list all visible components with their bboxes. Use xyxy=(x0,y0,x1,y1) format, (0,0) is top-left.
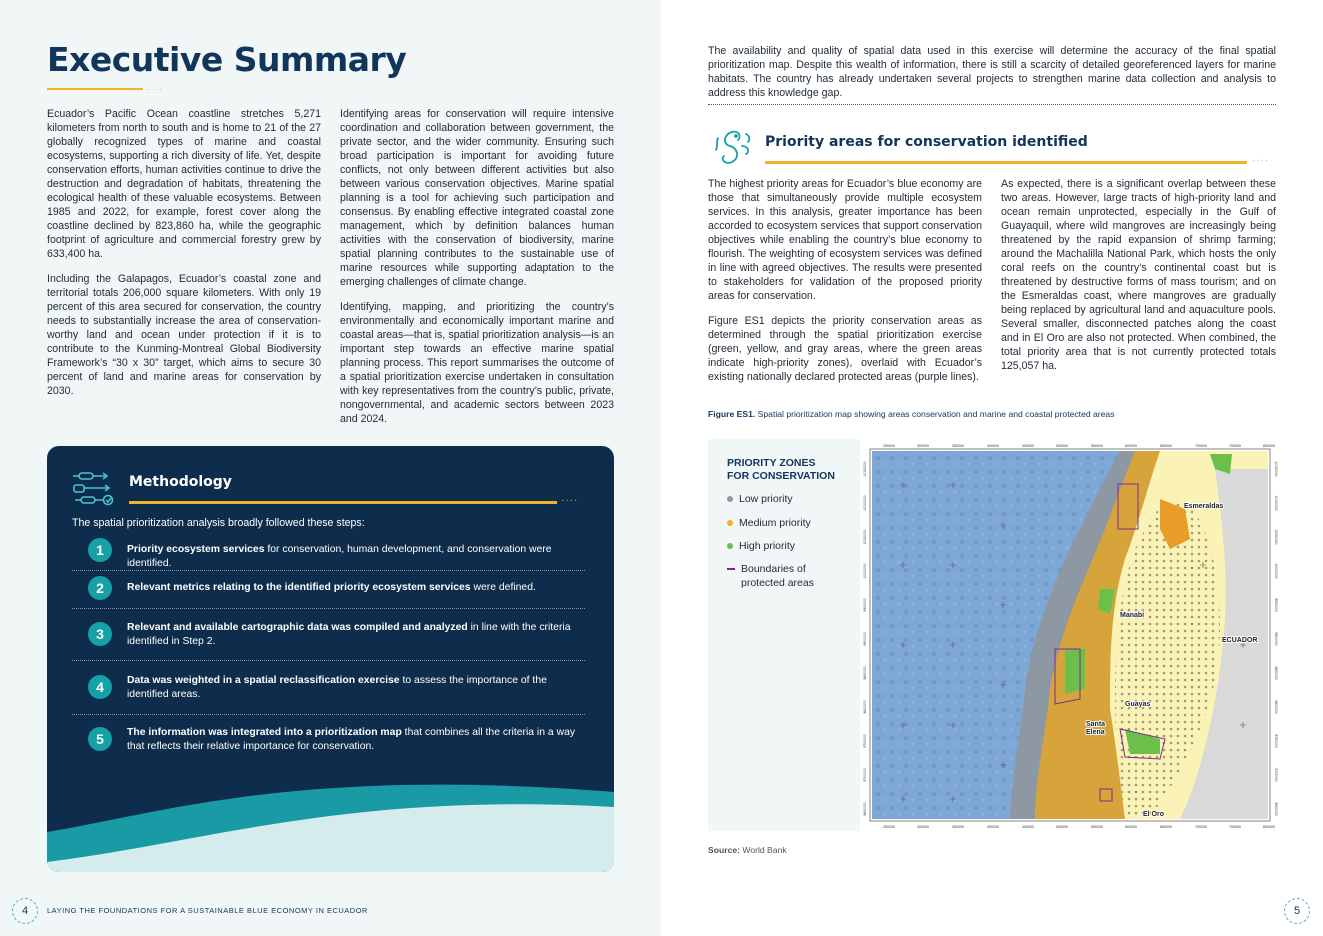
page-title: Executive Summary xyxy=(47,40,407,79)
paragraph: Figure ES1 depicts the priority conservation areas as determined through the spatial prioritization exercise (green, yellow, and gray areas, where the green areas indicate high-priority zones), overlaid with Ecuador’s existing nationally declared protected areas (purple lines). xyxy=(708,315,982,383)
page-number: 4 xyxy=(12,898,38,924)
legend-item-high xyxy=(727,539,795,553)
y-tick: 10100000 xyxy=(1274,495,1278,511)
paragraph: The highest priority areas for Ecuador’s blue economy are those that simultaneously provide multiple ecosystem services. In this analysis, greater importance has been accorded to ecosystem services that support conservation objectives while enabling the country’s blue economy to flourish. The weighting of ecosystem services was defined in line with agreed objectives. The results were presented to stakeholders for validation of the proposed priority areas for conservation. xyxy=(708,178,982,302)
x-tick: 600000 xyxy=(1125,444,1137,448)
y-tick: 10000000 xyxy=(1274,563,1278,579)
step-text xyxy=(127,674,585,701)
x-tick: 500000 xyxy=(1056,825,1068,829)
methodology-box xyxy=(47,446,614,872)
paragraph: Identifying, mapping, and prioritizing the country’s environmentally and economically important marine and coastal areas—that is, spatial prioritization analysis—is an important step towards an effective marine spatial planning process. This report summarises the outcome of a spatial prioritization exercise undertaken in consultation with key representatives from the country’s public, private, nongovernmental, and academic sectors between 2023 and 2024. xyxy=(340,301,614,425)
page-number: 5 xyxy=(1284,898,1310,924)
step-number: 2 xyxy=(88,576,112,600)
x-tick: 450000 xyxy=(1022,444,1034,448)
title-underline xyxy=(47,88,143,90)
x-tick: 700000 xyxy=(1195,444,1207,448)
map-legend xyxy=(708,439,860,831)
step-number: 5 xyxy=(88,727,112,751)
y-tick: 10050000 xyxy=(1274,529,1278,545)
y-tick: 9950000 xyxy=(1274,598,1278,612)
y-tick: 9700000 xyxy=(863,768,867,782)
paragraph: Ecuador’s Pacific Ocean coastline stretches 5,271 kilometers from north to south and is home to 21 of the 27 globally recognized types of marine and coastal ecosystems, supporting a rich diversity of life. Yet, despite conservation efforts, human activities continue to drive the destruction and degradation of habitats, threatening the ecological health of these valuable ecosystems. Between 1985 and 2022, for example, forest cover along the coastline declined by 823,860 ha, while the geographic footprint of agriculture and commercial forestry grew by 633,400 ha. xyxy=(47,108,321,260)
x-tick: 400000 xyxy=(987,444,999,448)
x-tick: 750000 xyxy=(1229,825,1241,829)
legend-dot xyxy=(727,543,733,549)
step-number: 1 xyxy=(88,538,112,562)
legend-title xyxy=(727,457,847,483)
section-title: Priority areas for conservation identified xyxy=(765,134,1088,150)
x-tick: 500000 xyxy=(1056,444,1068,448)
legend-item-low xyxy=(727,492,793,506)
methodology-dots: ···· xyxy=(561,495,579,506)
legend-dot xyxy=(727,496,733,502)
legend-title-line: FOR CONSERVATION xyxy=(727,470,835,482)
priority-column-2 xyxy=(1001,177,1276,384)
legend-label: High priority xyxy=(739,540,796,552)
high-priority-patch xyxy=(1065,649,1085,694)
step-number: 4 xyxy=(88,675,112,699)
source-label: Source: xyxy=(708,845,740,855)
x-tick: 700000 xyxy=(1195,825,1207,829)
y-tick: 9750000 xyxy=(1274,734,1278,748)
running-footer: LAYING THE FOUNDATIONS FOR A SUSTAINABLE BLUE ECONOMY IN ECUADOR xyxy=(47,906,368,915)
legend-dot xyxy=(727,520,733,526)
step-rest: were defined. xyxy=(470,582,536,593)
x-tick: 450000 xyxy=(1022,825,1034,829)
step-separator xyxy=(72,570,585,571)
legend-item-medium xyxy=(727,516,811,530)
y-tick: 9900000 xyxy=(1274,632,1278,646)
x-tick: 600000 xyxy=(1125,825,1137,829)
methodology-title: Methodology xyxy=(129,474,232,490)
wave-decoration xyxy=(47,772,614,872)
figure-source xyxy=(708,845,787,855)
step-bold: Relevant metrics relating to the identified priority ecosystem services xyxy=(127,582,471,593)
step-separator xyxy=(72,660,585,661)
x-tick: 800000 xyxy=(1263,444,1275,448)
x-tick: 550000 xyxy=(1091,825,1103,829)
step-bold: The information was integrated into a prioritization map xyxy=(127,727,402,738)
step-number: 3 xyxy=(88,622,112,646)
y-tick: 9850000 xyxy=(1274,666,1278,680)
country-label: ECUADOR xyxy=(1222,637,1258,644)
y-tick: 9650000 xyxy=(863,802,867,816)
y-tick: 9700000 xyxy=(1274,768,1278,782)
region-label-guayas: Guayas xyxy=(1125,701,1151,708)
x-tick: 400000 xyxy=(987,825,999,829)
workflow-icon xyxy=(71,470,117,508)
step-bold: Data was weighted in a spatial reclassification exercise xyxy=(127,675,400,686)
y-tick: 9800000 xyxy=(1274,700,1278,714)
step-separator xyxy=(72,608,585,609)
region-label-manabi: Manabí xyxy=(1120,612,1145,619)
y-tick: 10100000 xyxy=(863,495,867,511)
y-tick: 9950000 xyxy=(863,598,867,612)
paragraph: As expected, there is a significant overlap between these two areas. However, large tracts of high-priority land and ocean remain unprotected, especially in the Gulf of Guayaquil, where wild mangroves are increasingly being threatened by the rapid expansion of shrimp farming; around the Machalilla National Park, which hosts the only coral reefs on the country’s continental coast but is threatened by destructive forms of mass tourism; and on the Esmeraldas coast, where mangroves are gradually being replaced by agricultural land and aquaculture pools. Several smaller, disconnected patches along the coast and in El Oro are also not protected. When combined, the total priority area that is not currently protected totals 125,057 ha. xyxy=(1001,178,1276,372)
figure-caption-text: Spatial prioritization map showing areas conservation and marine and coastal protected areas xyxy=(755,409,1115,419)
step-text xyxy=(127,621,585,648)
priority-column-1 xyxy=(708,177,982,395)
step-rest: in line with the criteria identified in Step 2. xyxy=(127,622,571,647)
x-tick: 650000 xyxy=(1160,825,1172,829)
x-tick: 250000 xyxy=(883,825,895,829)
y-tick: 9900000 xyxy=(863,632,867,646)
methodology-underline xyxy=(129,501,557,504)
region-label-santa-elena: Santa xyxy=(1086,721,1106,728)
y-tick: 9800000 xyxy=(863,700,867,714)
y-tick: 10000000 xyxy=(863,563,867,579)
priority-map xyxy=(860,439,1278,831)
y-tick: 9850000 xyxy=(863,666,867,680)
step-bold: Relevant and available cartographic data was compiled and analyzed xyxy=(127,622,468,633)
right-page xyxy=(661,0,1323,936)
intro-column-1 xyxy=(47,107,321,409)
section-dots: ···· xyxy=(1252,155,1270,166)
paragraph: Identifying areas for conservation will require intensive coordination and collaboration between government, the private sector, and the wider community. Ensuring such broad participation is important for avoiding future conflicts, not only between different activities but also between various conservation objectives. Marine spatial planning is a tool for achieving such participation and consensus. By enabling effective integrated coastal zone management, which by definition balances human activities with the conservation of biodiversity, marine spatial planning contributes to the sustainable use of marine resources while supporting adaptation to the emerging challenges of climate change. xyxy=(340,108,614,288)
x-tick: 650000 xyxy=(1160,444,1172,448)
figure-label: Figure ES1. xyxy=(708,409,756,419)
step-rest: that combines all the criteria in a way that reflects their relative importance for conservation. xyxy=(127,727,576,752)
step-rest: for conservation, human development, and conservation were identified. xyxy=(127,544,552,569)
step-bold: Priority ecosystem services xyxy=(127,544,265,555)
y-tick: 10150000 xyxy=(863,461,867,477)
intro-paragraph: The availability and quality of spatial data used in this exercise will determine the accuracy of the final spatial prioritization map. Despite this wealth of information, there is still a scarcity of detailed georeferenced layers for marine habitats. The country has already undertaken several projects to strengthen marine data collection and analysis to address this knowledge gap. xyxy=(708,45,1276,99)
region-label-esmeraldas: Esmeraldas xyxy=(1184,503,1224,510)
y-tick: 9750000 xyxy=(863,734,867,748)
legend-title-line: PRIORITY ZONES xyxy=(727,457,816,469)
region-label-el-oro: El Oro xyxy=(1143,811,1165,818)
x-tick: 800000 xyxy=(1263,825,1275,829)
step-rest: to assess the importance of the identified areas. xyxy=(127,675,547,700)
step-text xyxy=(127,543,585,570)
legend-item-boundary xyxy=(727,562,814,590)
x-tick: 550000 xyxy=(1091,444,1103,448)
x-tick: 300000 xyxy=(917,825,929,829)
paragraph: Including the Galapagos, Ecuador’s coastal zone and territorial totals 206,000 square kilometers. With only 19 percent of this area secured for conservation, the country needs to substantially increase the area of conservation-worthy land and ocean under protection if it is to contribute to the Kunming-Montreal Global Biodiversity Framework’s “30 x 30” target, which aims to secure 30 percent of land and marine areas for conservation by 2030. xyxy=(47,273,321,397)
seahorse-icon xyxy=(712,128,754,168)
step-text xyxy=(127,726,585,753)
x-tick: 350000 xyxy=(952,444,964,448)
x-tick: 250000 xyxy=(883,444,895,448)
x-tick: 750000 xyxy=(1229,444,1241,448)
x-tick: 350000 xyxy=(952,825,964,829)
x-tick: 300000 xyxy=(917,444,929,448)
legend-label: protected areas xyxy=(741,577,814,589)
left-page xyxy=(0,0,661,936)
legend-label: Boundaries of xyxy=(741,563,806,575)
y-tick: 10050000 xyxy=(863,529,867,545)
y-tick: 9650000 xyxy=(1274,802,1278,816)
intro-column-2 xyxy=(340,107,614,437)
step-separator xyxy=(72,714,585,715)
dotted-separator xyxy=(708,104,1276,105)
legend-line xyxy=(727,568,735,570)
section-underline xyxy=(765,161,1247,164)
region-label-santa-elena: Elena xyxy=(1086,729,1105,736)
legend-label: Low priority xyxy=(739,493,793,505)
y-tick: 10150000 xyxy=(1274,461,1278,477)
source-text: World Bank xyxy=(740,845,787,855)
figure-caption xyxy=(708,409,1115,419)
legend-label: Medium priority xyxy=(739,517,811,529)
methodology-intro: The spatial prioritization analysis broadly followed these steps: xyxy=(72,517,365,529)
step-text xyxy=(127,581,585,595)
title-dots: ···· xyxy=(146,84,164,95)
